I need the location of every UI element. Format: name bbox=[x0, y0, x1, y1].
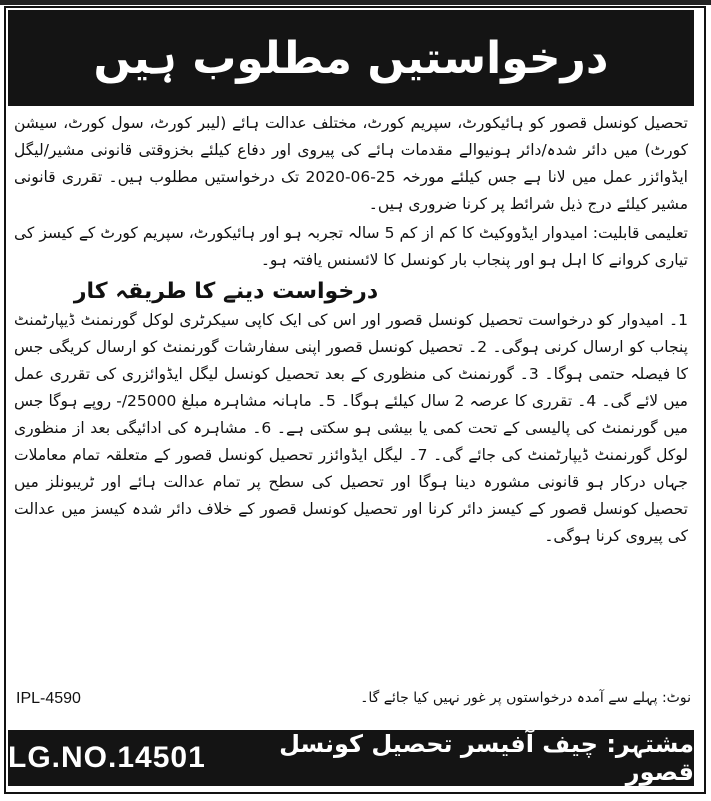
procedure-paragraph: 1۔ امیدوار کو درخواست تحصیل کونسل قصور اور اس کی ایک کاپی سیکرٹری لوکل گورنمنٹ ڈیپارٹمنٹ پنجاب کو ارسال کرنی ہوگی۔ 2۔ تحصیل کونسل قصور اپنی سفارشات گورنمنٹ کو ارسال کریگی جس کا فیصلہ حتمی ہوگا۔ 3۔ گورنمنٹ کی منظوری کے بعد تحصیل کونسل لیگل ایڈوائزری کی تقرری عمل میں لائے گی۔ 4۔ تقرری کا عرصہ 2 سال کیلئے ہوگا۔ 5۔ ماہانہ مشاہرہ مبلغ 25000/- روپے ہوگا جس میں گورنمنٹ کی پالیسی کے تحت کمی یا بیشی ہو سکتی ہے۔ 6۔ مشاہرہ کی ادائیگی بعد از منظوری لوکل گورنمنٹ ڈیپارٹمنٹ کی جائے گی۔ 7۔ لیگل ایڈوائزر تحصیل کونسل قصور کے متعلقہ تمام معاملات جہاں درکار ہو قانونی مشورہ دینا ہوگا اور تحصیل کی سطح پر تمام عدالت ہائے اور ٹریبونلز میں تحصیل کونسل قصور کے کیسز دائر کرنا اور تحصیل کونسل قصور کے خلاف دائر شدہ کیسز میں عدالت کی پیروی کرنا ہوگی۔ bbox=[14, 311, 689, 545]
qualification-paragraph: تعلیمی قابلیت: امیدوار ایڈووکیٹ کا کم از کم 5 سالہ تجربہ ہو اور ہائیکورٹ، سپریم کورٹ کے کیسز کی تیاری کروانے کا اہل ہو اور پنجاب بار کونسل کا لائسنس یافتہ ہو۔ bbox=[14, 224, 688, 269]
ad-title: درخواستیں مطلوب ہیں bbox=[93, 32, 609, 84]
procedure-heading: درخواست دینے کا طریقہ کار bbox=[73, 279, 379, 304]
note-text: نوٹ: پہلے سے آمدہ درخواستوں پر غور نہیں کیا جائے گا۔ bbox=[360, 690, 691, 706]
ad-header-banner bbox=[8, 10, 694, 106]
advertiser-name: مشتہر: چیف آفیسر تحصیل کونسل قصور bbox=[279, 730, 694, 786]
lg-number: LG.NO.14501 bbox=[8, 741, 206, 774]
ad-footer-banner bbox=[8, 730, 694, 786]
intro-paragraph: تحصیل کونسل قصور کو ہائیکورٹ، سپریم کورٹ، مختلف عدالت ہائے (لیبر کورٹ، سول کورٹ، سیشن کورٹ) میں دائر شدہ/دائر ہونیوالے مقدمات ہائے کی پیروی اور دفاع کیلئے بخزوقتی قانونی مشیر/لیگل ایڈوائزر عمل میں لانا ہے جس کیلئے مورخہ 25-06-2020 تک درخواستیں مطلوب ہیں۔ تقرری قانونی مشیر کیلئے درج ذیل شرائط پر کرنا ضروری ہیں۔ bbox=[14, 114, 688, 213]
ipl-code: IPL-4590 bbox=[16, 690, 81, 707]
top-border-line bbox=[0, 0, 711, 5]
ad-body bbox=[14, 110, 688, 550]
